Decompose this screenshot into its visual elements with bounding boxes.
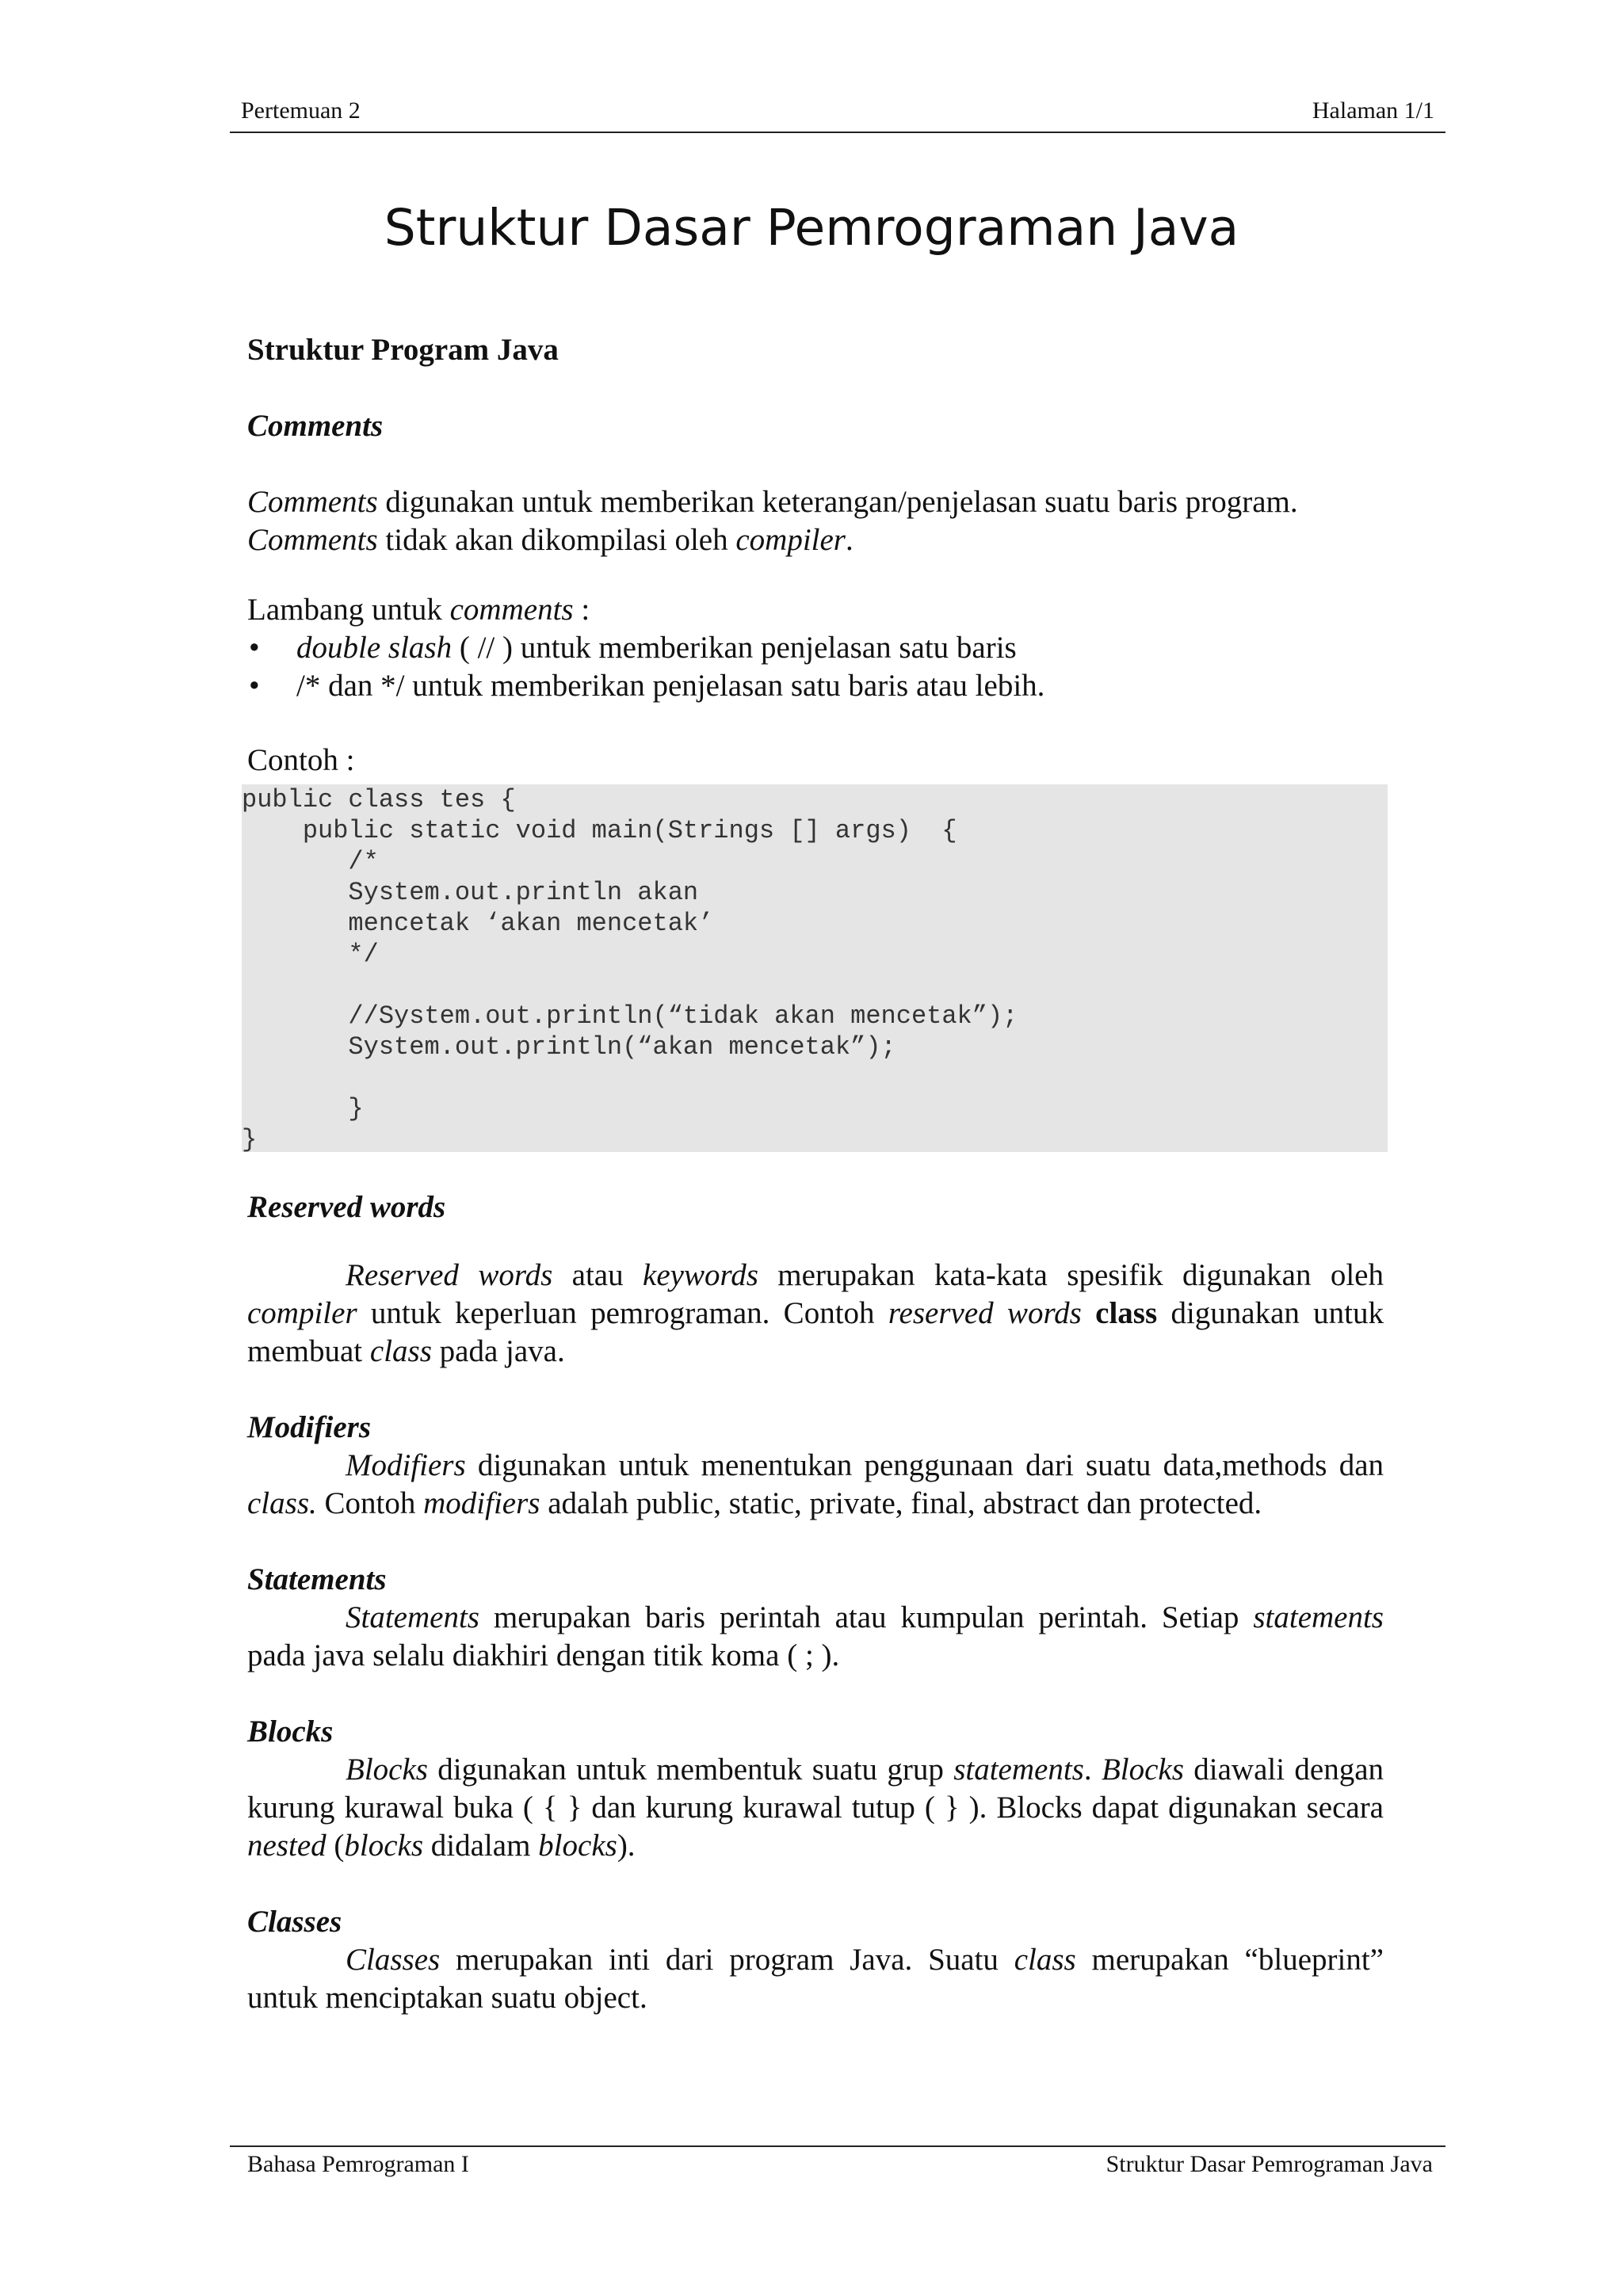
statements-heading: Statements [247,1562,387,1596]
list-item: • /* dan */ untuk memberikan penjelasan satu baris atau lebih. [247,667,1384,705]
document-body-continued [247,1188,1384,2017]
page-header [230,97,1445,133]
code-line: } [242,1125,258,1154]
document-body [247,331,1384,780]
code-line: public class tes { [242,785,516,814]
comments-symbols-list [247,629,1384,705]
blocks-heading: Blocks [247,1714,334,1749]
classes-heading: Classes [247,1905,342,1939]
section-heading: Struktur Program Java [247,333,559,367]
comments-symbols-intro: Lambang untuk comments : [247,593,590,627]
code-line: /* [242,847,379,876]
comments-heading: Comments [247,409,384,443]
list-item: • double slash ( // ) untuk memberikan penjelasan satu baris [247,629,1384,667]
code-line: System.out.println akan [242,878,699,907]
comments-paragraph: Comments digunakan untuk memberikan keterangan/penjelasan suatu baris program. Comments tidak akan dikompilasi oleh compiler. [247,485,1298,557]
example-label: Contoh : [247,743,355,777]
code-line: public static void main(Strings [] args) { [242,816,957,845]
code-line: //System.out.println(“tidak akan mencetak”); [242,1001,1018,1031]
blocks-paragraph: Blocks digunakan untuk membentuk suatu grup statements. Blocks diawali dengan kurung kurawal buka ( { } dan kurung kurawal tutup ( } ). Blocks dapat digunakan secara nested (blocks didalam blocks). [247,1753,1384,1863]
modifiers-heading: Modifiers [247,1410,371,1444]
code-example [242,784,1388,1152]
reserved-words-heading: Reserved words [247,1190,446,1224]
footer-right: Struktur Dasar Pemrograman Java [1106,2151,1433,2177]
code-line: mencetak ‘akan mencetak’ [242,909,714,938]
reserved-words-paragraph: Reserved words atau keywords merupakan kata-kata spesifik digunakan oleh compiler untuk keperluan pemrograman. Contoh reserved words class digunakan untuk membuat class pada java. [247,1258,1384,1368]
header-right: Halaman 1/1 [1312,97,1434,124]
classes-paragraph: Classes merupakan inti dari program Java. Suatu class merupakan “blueprint” untuk menciptakan suatu object. [247,1943,1384,2015]
statements-paragraph: Statements merupakan baris perintah atau kumpulan perintah. Setiap statements pada java selalu diakhiri dengan titik koma ( ; ). [247,1600,1384,1672]
header-left: Pertemuan 2 [241,97,361,124]
modifiers-paragraph: Modifiers digunakan untuk menentukan penggunaan dari suatu data,methods dan class. Contoh modifiers adalah public, static, private, final, abstract dan protected. [247,1448,1384,1520]
code-line: */ [242,940,379,969]
page-footer [230,2145,1445,2185]
code-line: } [242,1094,364,1123]
footer-left: Bahasa Pemrograman I [247,2151,469,2177]
code-line: System.out.println(“akan mencetak”); [242,1032,896,1062]
code-line [242,1062,1388,1093]
page-title: Struktur Dasar Pemrograman Java [384,199,1239,257]
code-line [242,970,1388,1001]
